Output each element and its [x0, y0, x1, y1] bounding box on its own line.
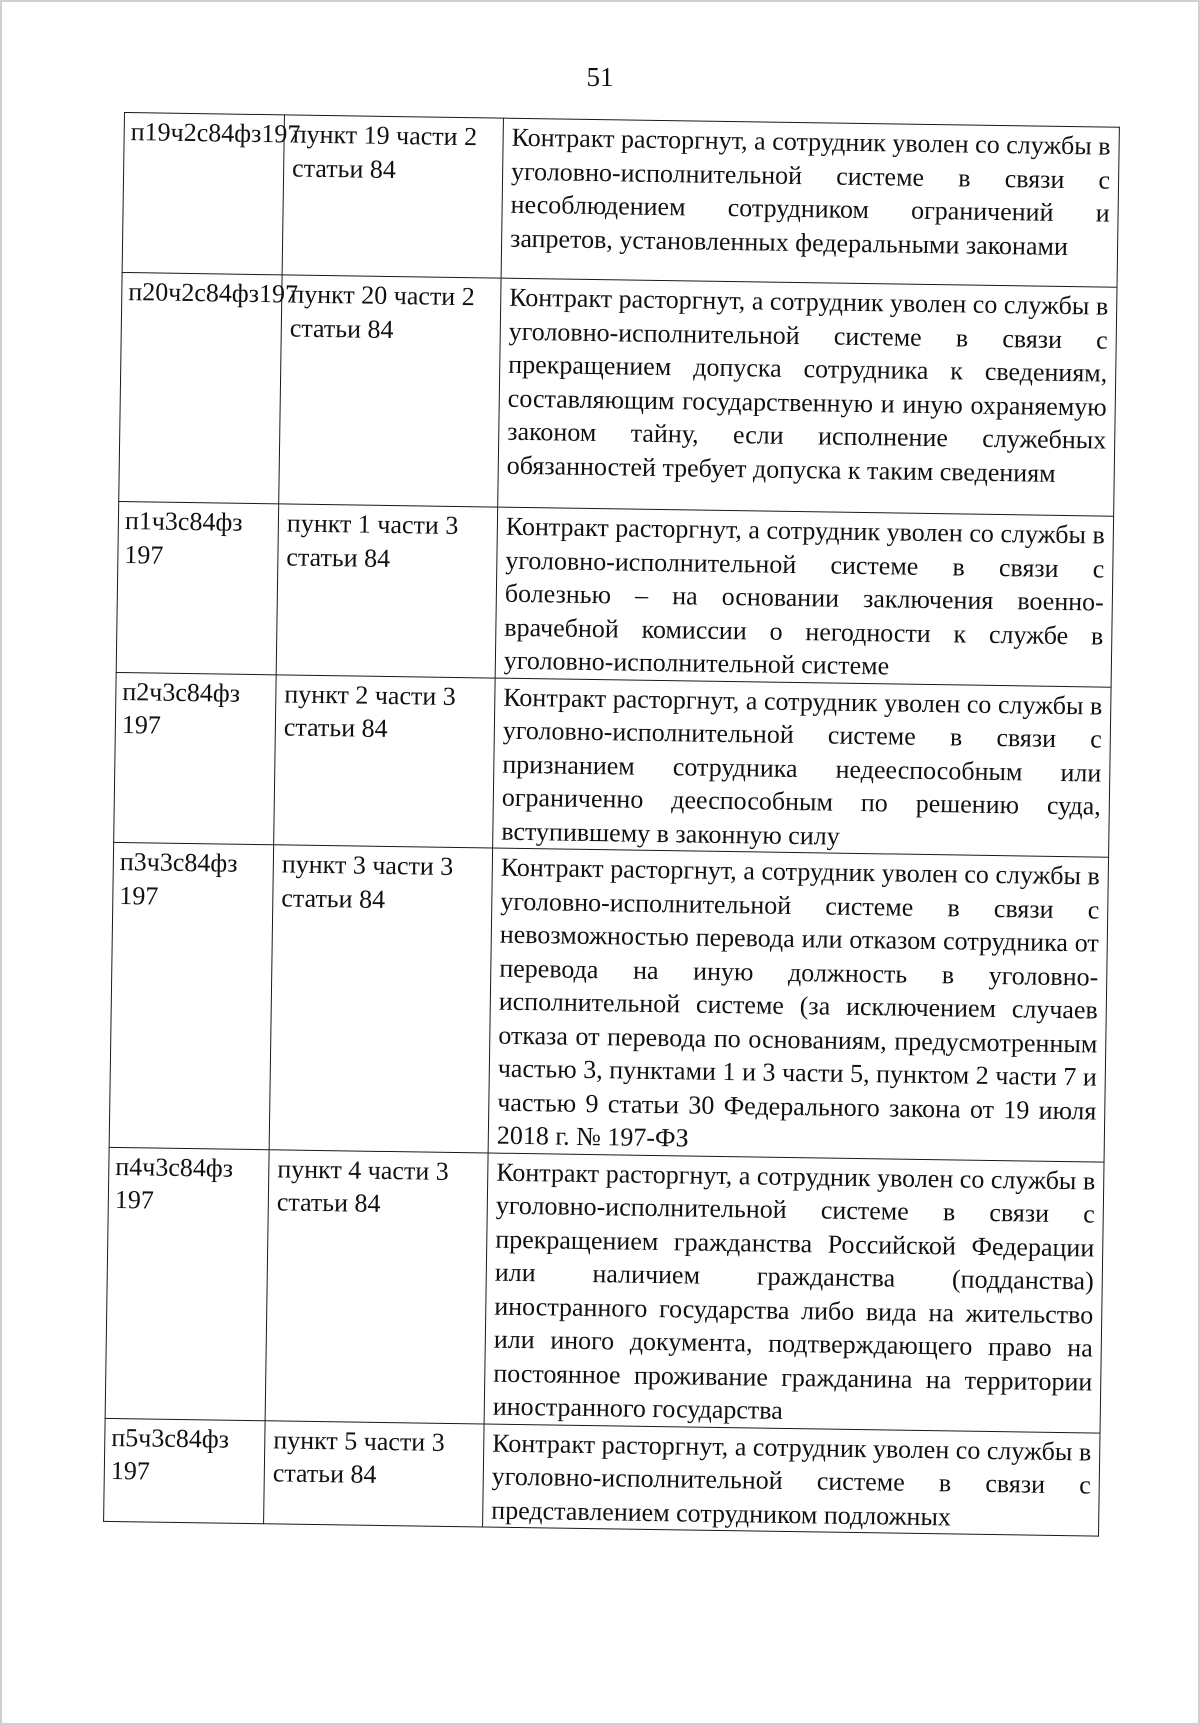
code-cell: п3ч3с84фз 197	[109, 842, 273, 1149]
table-row	[116, 501, 1113, 686]
table-row	[122, 113, 1119, 288]
description-cell: Контракт расторгнут, а сотрудник уволен со службы в уголовно-исполнительной системе в связи с болезнью – на основании заключения военно-врачебной комиссии о негодности к службе в уголовно-исполнительной системе	[495, 507, 1113, 687]
clause-cell: пункт 1 части 3 статьи 84	[276, 504, 498, 678]
description-cell: Контракт расторгнут, а сотрудник уволен со службы в уголовно-исполнительной системе в связи с несоблюдением сотрудником ограничений и запретов, установленных федеральными законами	[501, 118, 1119, 287]
table-row	[114, 672, 1111, 857]
code-cell: п20ч2с84фз197	[119, 272, 282, 503]
description-cell: Контракт расторгнут, а сотрудник уволен со службы в уголовно-исполнительной системе в связи с прекращением допуска сотрудника к сведениям, составляющим государственную и иную охраняемую законом тайну, если исполнение служебных обязанностей требует допуска к таким сведениям	[498, 278, 1117, 516]
clause-cell: пункт 5 части 3 статьи 84	[264, 1420, 485, 1527]
table-row	[109, 842, 1108, 1161]
dismissal-codes-table	[103, 112, 1120, 1537]
clause-cell: пункт 4 части 3 статьи 84	[265, 1149, 488, 1423]
page-number: 51	[586, 62, 614, 92]
clause-cell: пункт 20 части 2 статьи 84	[279, 275, 501, 507]
description-cell: Контракт расторгнут, а сотрудник уволен со службы в уголовно-исполнительной системе в связи с признанием сотрудника недееспособным или ограниченно дееспособным по решению суда, вступившему в законную силу	[493, 678, 1111, 858]
clause-cell: пункт 3 части 3 статьи 84	[269, 845, 492, 1153]
code-cell: п5ч3с84фз 197	[104, 1418, 266, 1524]
clause-cell: пункт 2 части 3 статьи 84	[274, 674, 496, 848]
description-cell: Контракт расторгнут, а сотрудник уволен со службы в уголовно-исполнительной системе в связи с невозможностью перевода или отказом сотрудника от перевода на иную должность в уголовно-исполнительной системе (за исключением случаев отказа от перевода по основаниям, предусмотренным частью 3, пунктами 1 и 3 части 5, пунктом 2 части 7 и частью 9 статьи 30 Федерального закона от 19 июля 2018 г. № 197-ФЗ	[488, 848, 1108, 1162]
code-cell: п4ч3с84фз 197	[105, 1147, 269, 1420]
clause-cell: пункт 19 части 2 статьи 84	[282, 115, 503, 278]
table-row	[104, 1418, 1100, 1536]
table-row	[105, 1147, 1104, 1433]
code-cell: п1ч3с84фз 197	[116, 501, 279, 674]
table-row	[119, 272, 1117, 516]
code-cell: п19ч2с84фз197	[122, 113, 284, 275]
description-cell: Контракт расторгнут, а сотрудник уволен со службы в уголовно-исполнительной системе в связи с представлением сотрудником подложных	[483, 1423, 1100, 1536]
code-cell: п2ч3с84фз 197	[114, 672, 277, 845]
description-cell: Контракт расторгнут, а сотрудник уволен со службы в уголовно-исполнительной системе в связи с прекращением гражданства Российской Федерации или наличием гражданства (подданства) иностранного государства либо вида на жительство или иного документа, подтверждающего право на постоянное проживание гражданина на территории иностранного государства	[484, 1153, 1104, 1433]
